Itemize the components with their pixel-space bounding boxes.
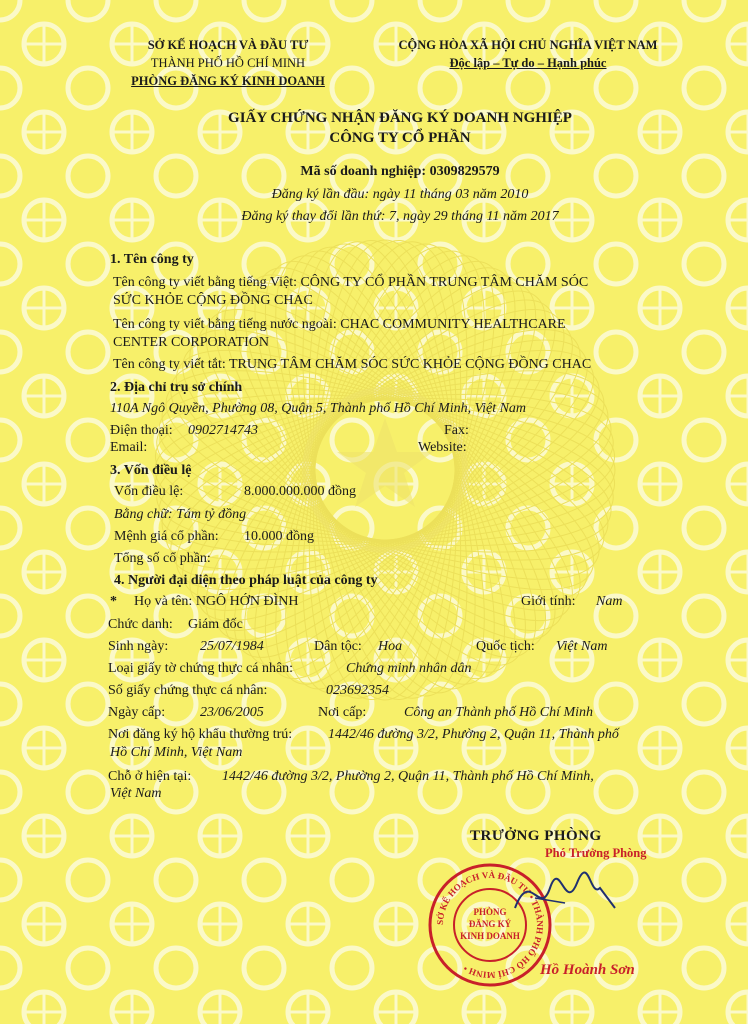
seal-center-line1: PHÒNG xyxy=(473,907,507,917)
par-value: 10.000 đồng xyxy=(244,529,314,544)
seal-ring-text: SỞ KẾ HOẠCH VÀ ĐẦU TƯ • THÀNH PHỐ HỒ CHÍ MINH • xyxy=(434,869,546,981)
fax-label: Fax: xyxy=(444,423,469,438)
header-office: PHÒNG ĐĂNG KÝ KINH DOANH xyxy=(131,74,325,88)
nationality-label: Quốc tịch: xyxy=(476,639,535,654)
position-value: Giám đốc xyxy=(188,617,243,632)
header-motto: Độc lập – Tự do – Hạnh phúc xyxy=(449,56,607,70)
certificate-title: GIẤY CHỨNG NHẬN ĐĂNG KÝ DOANH NGHIỆP xyxy=(228,110,572,126)
nationality-value: Việt Nam xyxy=(556,639,608,654)
permanent-residence-line2: Hồ Chí Minh, Việt Nam xyxy=(110,745,243,760)
signature-title: TRƯỞNG PHÒNG xyxy=(470,828,602,844)
phone-label: Điện thoại: xyxy=(110,423,173,438)
id-type-value: Chứng minh nhân dân xyxy=(346,661,472,676)
dob-value: 25/07/1984 xyxy=(200,639,264,654)
header-country: CỘNG HÒA XÃ HỘI CHỦ NGHĨA VIỆT NAM xyxy=(398,38,658,52)
issue-date-label: Ngày cấp: xyxy=(108,705,166,720)
email-label: Email: xyxy=(110,440,148,455)
enterprise-code: Mã số doanh nghiệp: 0309829579 xyxy=(300,164,500,179)
total-shares-label: Tổng số cổ phần: xyxy=(114,551,211,566)
gender-value: Nam xyxy=(596,594,623,609)
header-city: THÀNH PHỐ HỒ CHÍ MINH xyxy=(150,56,306,70)
current-residence-label: Chỗ ở hiện tại: xyxy=(108,769,192,784)
foreign-name-line1: Tên công ty viết bằng tiếng nước ngoài: CHAC COMMUNITY HEALTHCARE xyxy=(113,317,566,332)
id-type-label: Loại giấy tờ chứng thực cá nhân: xyxy=(108,661,294,676)
ethnicity-label: Dân tộc: xyxy=(314,639,362,654)
section3-heading: 3. Vốn điều lệ xyxy=(110,463,192,478)
issue-place-value: Công an Thành phố Hồ Chí Minh xyxy=(404,705,594,720)
ethnicity-value: Hoa xyxy=(378,639,403,654)
issue-date-value: 23/06/2005 xyxy=(200,705,264,720)
short-name: Tên công ty viết tắt: TRUNG TÂM CHĂM SÓC SỨC KHỎE CỘNG ĐỒNG CHAC xyxy=(113,357,592,372)
header-ministry: SỞ KẾ HOẠCH VÀ ĐẦU TƯ xyxy=(147,38,309,52)
handwritten-signature xyxy=(505,858,625,938)
seal-center-line3: KINH DOANH xyxy=(460,931,520,941)
id-number-value: 023692354 xyxy=(326,683,389,698)
company-type: CÔNG TY CỔ PHẦN xyxy=(329,130,471,146)
par-value-label: Mệnh giá cổ phần: xyxy=(114,529,219,544)
website-label: Website: xyxy=(418,440,467,455)
gender-label: Giới tính: xyxy=(521,594,576,609)
amendment-registration: Đăng ký thay đổi lần thứ: 7, ngày 29 tháng 11 năm 2017 xyxy=(241,209,559,224)
seal-center-line2: ĐĂNG KÝ xyxy=(468,919,512,929)
current-residence-line1: 1442/46 đường 3/2, Phường 2, Quận 11, Thành phố Hồ Chí Minh, xyxy=(222,769,594,784)
vietnamese-name-line1: Tên công ty viết bằng tiếng Việt: CÔNG TY CỔ PHẦN TRUNG TÂM CHĂM SÓC xyxy=(113,275,589,290)
foreign-name-line2: CENTER CORPORATION xyxy=(113,335,269,350)
current-residence-line2: Việt Nam xyxy=(110,786,162,801)
capital-in-words: Bằng chữ: Tám tỷ đồng xyxy=(114,507,247,522)
id-number-label: Số giấy chứng thực cá nhân: xyxy=(108,683,268,698)
phone-value: 0902714743 xyxy=(188,423,258,438)
position-label: Chức danh: xyxy=(108,617,173,632)
issue-place-label: Nơi cấp: xyxy=(318,705,367,720)
bullet-star: * xyxy=(110,594,117,609)
vietnamese-name-line2: SỨC KHỎE CỘNG ĐỒNG CHAC xyxy=(113,293,313,308)
deputy-head-stamp: Phó Trưởng Phòng xyxy=(545,846,647,860)
permanent-residence-line1: 1442/46 đường 3/2, Phường 2, Quận 11, Thành phố xyxy=(328,727,619,742)
section2-heading: 2. Địa chỉ trụ sở chính xyxy=(110,380,243,395)
first-registration: Đăng ký lần đầu: ngày 11 tháng 03 năm 2010 xyxy=(271,187,529,202)
charter-capital-label: Vốn điều lệ: xyxy=(114,484,184,499)
signer-name: Hồ Hoành Sơn xyxy=(540,962,635,978)
head-office-address: 110A Ngô Quyền, Phường 08, Quận 5, Thành phố Hồ Chí Minh, Việt Nam xyxy=(110,401,527,416)
representative-name: Họ và tên: NGÔ HỚN ĐÌNH xyxy=(134,594,299,609)
dob-label: Sinh ngày: xyxy=(108,639,169,654)
section1-heading: 1. Tên công ty xyxy=(110,252,194,267)
permanent-residence-label: Nơi đăng ký hộ khẩu thường trú: xyxy=(108,727,293,742)
charter-capital-value: 8.000.000.000 đồng xyxy=(244,484,356,499)
section4-heading: 4. Người đại diện theo pháp luật của công ty xyxy=(114,573,378,588)
